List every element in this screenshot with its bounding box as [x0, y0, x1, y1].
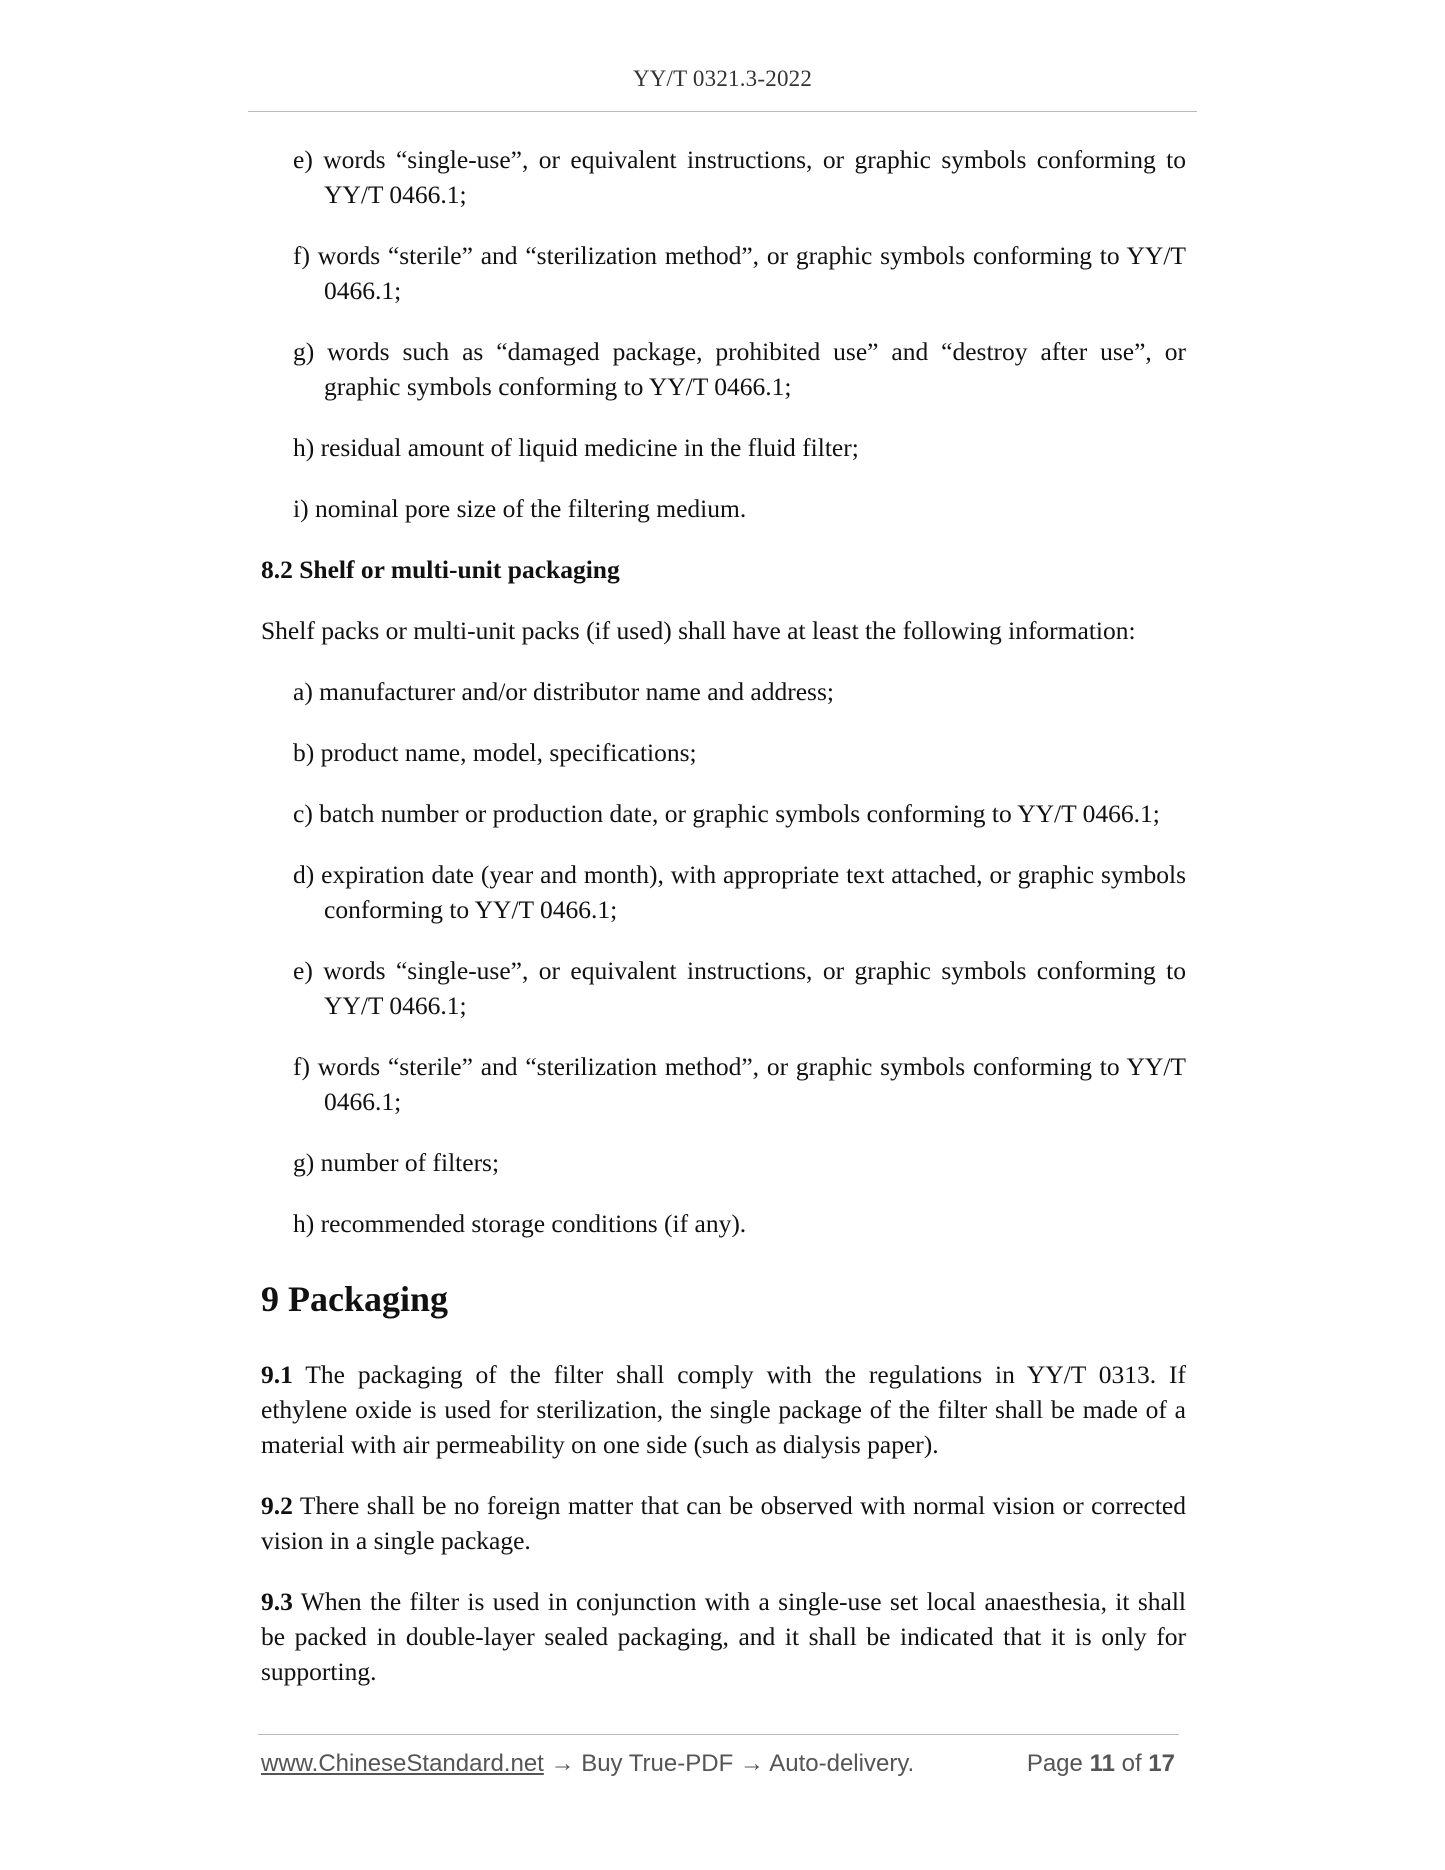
subsection-heading: 8.2 Shelf or multi-unit packaging [261, 555, 620, 584]
document-body [261, 142, 1186, 1715]
list-item: e) words “single-use”, or equivalent instructions, or graphic symbols conforming to YY/T 0466.1; [293, 145, 1186, 209]
page-header: YY/T 0321.3-2022 [632, 66, 813, 91]
clause-9-2 [261, 1488, 1186, 1558]
list-item: a) manufacturer and/or distributor name and address; [293, 677, 834, 706]
list-item: h) recommended storage conditions (if any). [293, 1209, 747, 1238]
buy-pdf-text: Buy True-PDF [581, 1750, 734, 1777]
clause-text: There shall be no foreign matter that can be observed with normal vision or corrected vision in a single package. [261, 1491, 1186, 1555]
list-item: c) batch number or production date, or graphic symbols conforming to YY/T 0466.1; [293, 799, 1160, 828]
page-indicator [1027, 1750, 1175, 1778]
page-total: 17 [1148, 1750, 1175, 1777]
arrow-right-icon: → [739, 1750, 764, 1777]
list-item: f) words “sterile” and “sterilization method”, or graphic symbols conforming to YY/T 0466.1; [293, 1052, 1186, 1116]
clause-number: 9.1 [261, 1360, 293, 1389]
list-item: i) nominal pore size of the filtering medium. [293, 494, 747, 523]
clause-number: 9.3 [261, 1587, 293, 1616]
list-item: h) residual amount of liquid medicine in the fluid filter; [293, 433, 859, 462]
list-item: e) words “single-use”, or equivalent instructions, or graphic symbols conforming to YY/T 0466.1; [293, 956, 1186, 1020]
clause-number: 9.2 [261, 1491, 293, 1520]
site-link[interactable]: www.ChineseStandard.net [261, 1750, 544, 1777]
section-heading: 9 Packaging [261, 1279, 449, 1319]
page-number: 11 [1089, 1750, 1115, 1777]
clause-text: The packaging of the filter shall comply with the regulations in YY/T 0313. If ethylene oxide is used for sterilization, the single package of the filter shall be made of a material with air permeability on one side (such as dialysis paper). [261, 1360, 1186, 1459]
page-footer [261, 1750, 1183, 1786]
of-label: of [1121, 1750, 1142, 1777]
list-item: b) product name, model, specifications; [293, 738, 697, 767]
list-item: g) number of filters; [293, 1148, 500, 1177]
list-item: d) expiration date (year and month), with appropriate text attached, or graphic symbols conforming to YY/T 0466.1; [293, 860, 1186, 924]
list-item: g) words such as “damaged package, prohibited use” and “destroy after use”, or graphic symbols conforming to YY/T 0466.1; [293, 337, 1186, 401]
footer-divider [258, 1734, 1179, 1735]
clause-9-1 [261, 1357, 1186, 1462]
auto-delivery-text: Auto-delivery. [769, 1750, 915, 1777]
clause-9-3 [261, 1584, 1186, 1689]
list-item: f) words “sterile” and “sterilization method”, or graphic symbols conforming to YY/T 0466.1; [293, 241, 1186, 305]
clause-text: When the filter is used in conjunction with a single-use set local anaesthesia, it shall be packed in double-layer sealed packaging, and it shall be indicated that it is only for supporting. [261, 1587, 1186, 1686]
arrow-right-icon: → [550, 1750, 575, 1777]
page-label: Page [1026, 1750, 1083, 1777]
header-divider [248, 111, 1197, 112]
paragraph: Shelf packs or multi-unit packs (if used) shall have at least the following information: [261, 616, 1136, 645]
footer-links [261, 1750, 914, 1778]
